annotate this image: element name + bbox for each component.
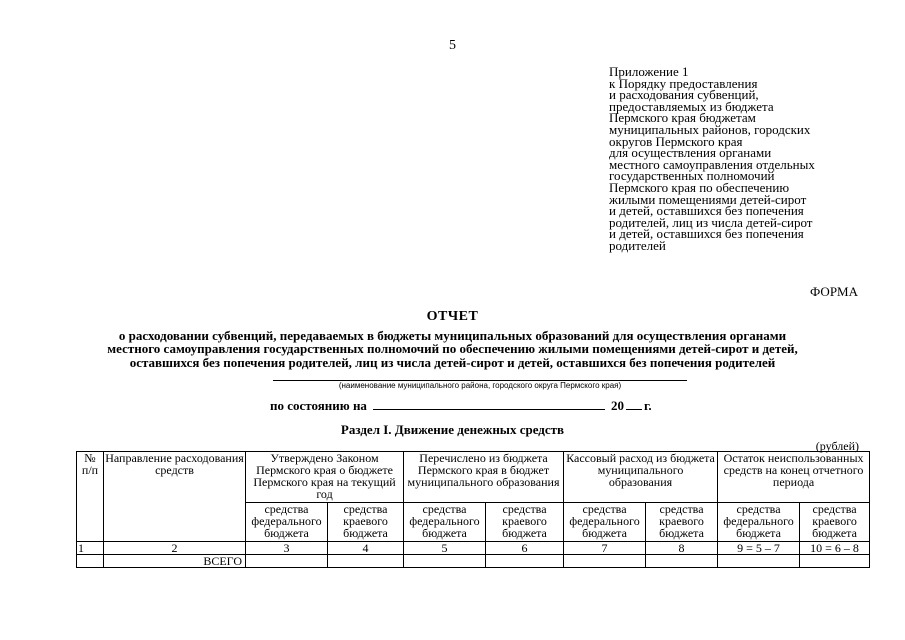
report-title: ОТЧЕТ: [426, 309, 479, 324]
column-number: 6: [486, 542, 564, 555]
total-cell[interactable]: [328, 555, 404, 568]
column-number: 10 = 6 – 8: [800, 542, 870, 555]
appendix-line: и детей, оставшихся без попечения: [609, 203, 804, 219]
appendix-line: и детей, оставшихся без попечения: [609, 226, 804, 242]
appendix-line: местного самоуправления отдельных: [609, 156, 815, 172]
column-number: 8: [646, 542, 718, 555]
appendix-line: и расходования субвенций,: [609, 87, 759, 103]
total-label: ВСЕГО: [104, 555, 246, 568]
funds-movement-table: [76, 451, 870, 568]
total-cell[interactable]: [486, 555, 564, 568]
subheader-regional: средства краевого бюджета: [646, 503, 718, 542]
appendix-line: Приложение 1: [609, 64, 689, 79]
total-cell[interactable]: [564, 555, 646, 568]
year-suffix: г.: [643, 398, 652, 413]
subheader-federal: средства федерального бюджета: [404, 503, 486, 542]
appendix-line: родителей: [609, 237, 666, 253]
appendix-line: к Порядку предоставления: [609, 75, 758, 91]
header-num: № п/п: [77, 452, 104, 542]
column-number-row: [77, 542, 870, 555]
subheader-regional: средства краевого бюджета: [486, 503, 564, 542]
column-number: 2: [104, 542, 246, 555]
header-approved: Утверждено Законом Пермского края о бюджете Пермского края на текущий год: [246, 452, 404, 503]
total-cell[interactable]: [646, 555, 718, 568]
total-cell[interactable]: [404, 555, 486, 568]
subheader-federal: средства федерального бюджета: [246, 503, 328, 542]
column-number: 4: [328, 542, 404, 555]
header-direction: Направление расходования средств: [104, 452, 246, 542]
subheader-federal: средства федерального бюджета: [564, 503, 646, 542]
section-title: Раздел I. Движение денежных средств: [340, 422, 565, 437]
total-cell[interactable]: [800, 555, 870, 568]
column-number: 7: [564, 542, 646, 555]
form-label: ФОРМА: [810, 284, 858, 299]
appendix-line: государственных полномочий: [609, 168, 775, 184]
report-subtitle: [40, 329, 865, 369]
header-remainder: Остаток неиспользованных средств на конец отчетного периода: [718, 452, 870, 503]
total-row: [77, 555, 870, 568]
year-prefix: 20: [610, 398, 624, 413]
subheader-federal: средства федерального бюджета: [718, 503, 800, 542]
column-number: 5: [404, 542, 486, 555]
column-number: 1: [77, 542, 104, 555]
appendix-line: предоставляемых из бюджета: [609, 98, 774, 114]
column-number: 3: [246, 542, 328, 555]
as-of-label: по состоянию на: [270, 398, 367, 413]
total-cell[interactable]: [77, 555, 104, 568]
header-cash-expense: Кассовый расход из бюджета муниципального образования: [564, 452, 718, 503]
as-of-date-line: [270, 398, 652, 414]
year-blank-field[interactable]: [626, 399, 642, 410]
subtitle-line: оставшихся без попечения родителей, лиц из числа детей-сирот и детей, оставшихся без попечения родителей: [129, 354, 776, 370]
subheader-regional: средства краевого бюджета: [328, 503, 404, 542]
column-number: 9 = 5 – 7: [718, 542, 800, 555]
date-blank-field[interactable]: [373, 399, 605, 410]
appendix-line: Пермского края бюджетам: [609, 110, 756, 126]
units-label: (рублей): [815, 439, 859, 453]
total-cell[interactable]: [246, 555, 328, 568]
appendix-line: Пермского края по обеспечению: [609, 179, 790, 195]
subtitle-line: о расходовании субвенций, передаваемых в бюджеты муниципальных образований для осуществления органами: [118, 328, 787, 343]
appendix-line: муниципальных районов, городских: [609, 121, 811, 137]
appendix-line: округов Пермского края: [609, 133, 743, 149]
appendix-line: для осуществления органами: [609, 145, 772, 161]
appendix-block: [609, 66, 869, 252]
municipality-name-hint: (наименование муниципального района, городского округа Пермского края): [338, 381, 622, 390]
appendix-line: родителей, лиц из числа детей-сирот: [609, 214, 813, 230]
header-transferred: Перечислено из бюджета Пермского края в бюджет муниципального образования: [404, 452, 564, 503]
table-header-row: [77, 452, 870, 503]
subtitle-line: местного самоуправления государственных полномочий по обеспечению жилыми помещениями детей-сирот и детей,: [107, 341, 798, 357]
appendix-line: жилыми помещениями детей-сирот: [609, 191, 807, 207]
page-number: 5: [449, 38, 456, 53]
total-cell[interactable]: [718, 555, 800, 568]
subheader-regional: средства краевого бюджета: [800, 503, 870, 542]
